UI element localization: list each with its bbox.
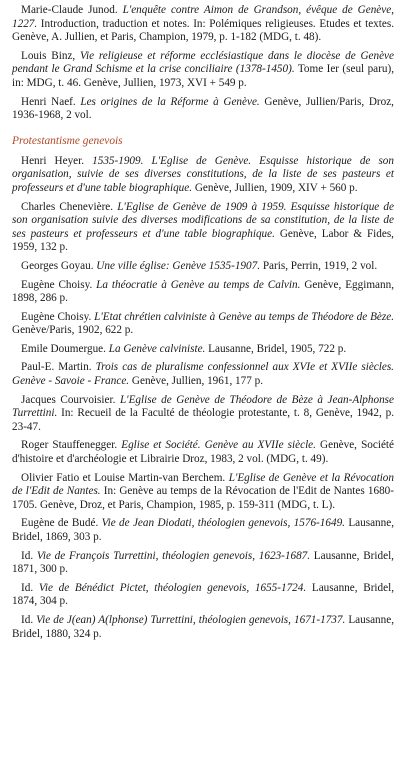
- bibliography-entry: Emile Doumergue. La Genève calviniste. Lausanne, Bridel, 1905, 722 p.: [21, 342, 347, 355]
- bibliography-entry: Marie-Claude Junod. L'enquête contre Aimon de Grandson, évêque de Genève, 1227. Introduction, traduction et notes. In: Polémiques religieuses. Etudes et textes. Genève, A. Jullien, et Paris, Champion, 1979, p. 1-182 (MDG, t. 48).: [12, 4, 394, 44]
- entry-title: Vie de J(ean) A(lphonse) Turrettini, théologien genevois, 1671-1737.: [36, 613, 346, 626]
- entry-title: L'Etat chrétien calviniste à Genève au temps de Théodore de Bèze.: [94, 310, 394, 323]
- bibliography-entry: Georges Goyau. Une ville église: Genève 1535-1907. Paris, Perrin, 1919, 2 vol.: [21, 259, 378, 272]
- entries-bottom: [12, 155, 394, 641]
- bibliography-entry: Id. Vie de François Turrettini, théologien genevois, 1623-1687. Lausanne, Bridel, 1871, 300 p.: [12, 549, 394, 576]
- bibliography-entry: Id. Vie de J(ean) A(lphonse) Turrettini, théologien genevois, 1671-1737. Lausanne, Bridel, 1880, 324 p.: [12, 613, 394, 640]
- bibliography-entry: Eugène de Budé. Vie de Jean Diodati, théologien genevois, 1576-1649. Lausanne, Bridel, 1869, 303 p.: [12, 517, 394, 543]
- bibliography-entry: Charles Chenevière. L'Eglise de Genève de 1909 à 1959. Esquisse historique de son organisation suivie des diverses modifications de sa constitution, de la liste de ses pasteurs et professeurs et d'une table biographique. Genève, Labor & Fides, 1959, 132 p.: [12, 200, 394, 254]
- entry-title: La Genève calviniste.: [108, 342, 206, 355]
- bibliography-entry: Olivier Fatio et Louise Martin-van Berchem. L'Eglise de Genève et la Révocation de l'Edit de Nantes. In: Genève au temps de la Révocation de l'Edit de Nantes 1680-1705. Genève, Droz, et Paris, Champion, 1985, p. 159-311 (MDG, t. L).: [12, 471, 394, 511]
- bibliography-entry: Henri Naef. Les origines de la Réforme à Genève. Genève, Jullien/Paris, Droz, 1936-1968, 2 vol.: [12, 95, 394, 122]
- entry-title: L'Eglise de Genève de Théodore de Bèze à Jean-Alphonse Turrettini.: [12, 393, 395, 420]
- entry-title: Une ville église: Genève 1535-1907.: [96, 259, 261, 272]
- entry-title: L'enquête contre Aimon de Grandson, évêque de Genève, 1227.: [12, 4, 394, 30]
- entry-title: Vie de François Turrettini, théologien genevois, 1623-1687.: [36, 549, 311, 562]
- entry-title: L'Eglise de Genève et la Révocation de l'Edit de Nantes.: [12, 471, 394, 498]
- bibliography-entry: Eugène Choisy. La théocratie à Genève au temps de Calvin. Genève, Eggimann, 1898, 286 p.: [12, 278, 394, 305]
- entry-title: L'Eglise de Genève de 1909 à 1959. Esquisse historique de son organisation suivie des diverses modifications de sa constitution, de la liste de ses pasteurs et professeurs et d'une table biographique.: [12, 200, 394, 240]
- entry-title: Vie de Jean Diodati, théologien genevois, 1576-1649.: [101, 517, 345, 530]
- entry-title: Eglise et Société. Genève au XVIIe siècle.: [121, 439, 316, 452]
- section-heading: Protestantisme genevois: [12, 134, 123, 147]
- entry-title: Trois cas de pluralisme confessionnel aux XVIe et XVIIe siècles. Genève - Savoie - France.: [12, 361, 394, 388]
- bibliography-entry: Jacques Courvoisier. L'Eglise de Genève de Théodore de Bèze à Jean-Alphonse Turrettini. In: Recueil de la Faculté de théologie protestante, t. 8, Genève, 1942, p. 23-47.: [12, 393, 395, 433]
- entries-top: [12, 4, 394, 123]
- bibliography-entry: Roger Stauffenegger. Eglise et Société. Genève au XVIIe siècle. Genève, Société d'histoire et d'archéologie et Librairie Droz, 1983, 2 vol. (MDG, t. 49).: [12, 439, 394, 466]
- bibliography-entry: Henri Heyer. 1535-1909. L'Eglise de Genève. Esquisse historique de son organisation, suivie de ses diverses constitutions, de la liste de ses pasteurs et professeurs et d'une table biographique. Genève, Jullien, 1909, XIV + 560 p.: [12, 154, 394, 194]
- entry-title: Vie religieuse et réforme ecclésiastique dans le diocèse de Genève pendant le Grand Schisme et la crise conciliaire (1378-1450).: [12, 49, 394, 76]
- entry-title: Vie de Bénédict Pictet, théologien genevois, 1655-1724.: [38, 581, 307, 594]
- entry-title: La théocratie à Genève au temps de Calvin.: [96, 278, 301, 291]
- entry-title: Les origines de la Réforme à Genève.: [80, 95, 260, 108]
- bibliography-entry: Louis Binz, Vie religieuse et réforme ecclésiastique dans le diocèse de Genève pendant le Grand Schisme et la crise conciliaire (1378-1450). Tome Ier (seul paru), in: MDG, t. 46. Genève, Jullien, 1973, XVI + 549 p.: [12, 49, 394, 89]
- entry-title: 1535-1909. L'Eglise de Genève. Esquisse historique de son organisation, suivie de ses diverses constitutions, de la liste de ses pasteurs et professeurs et d'une table biographique.: [12, 154, 394, 194]
- bibliography-entry: Paul-E. Martin. Trois cas de pluralisme confessionnel aux XVIe et XVIIe siècles. Genève - Savoie - France. Genève, Jullien, 1961, 177 p.: [12, 361, 394, 388]
- bibliography-entry: Id. Vie de Bénédict Pictet, théologien genevois, 1655-1724. Lausanne, Bridel, 1874, 304 p.: [12, 581, 394, 608]
- bibliography-entry: Eugène Choisy. L'Etat chrétien calviniste à Genève au temps de Théodore de Bèze. Genève/Paris, 1902, 622 p.: [12, 310, 394, 337]
